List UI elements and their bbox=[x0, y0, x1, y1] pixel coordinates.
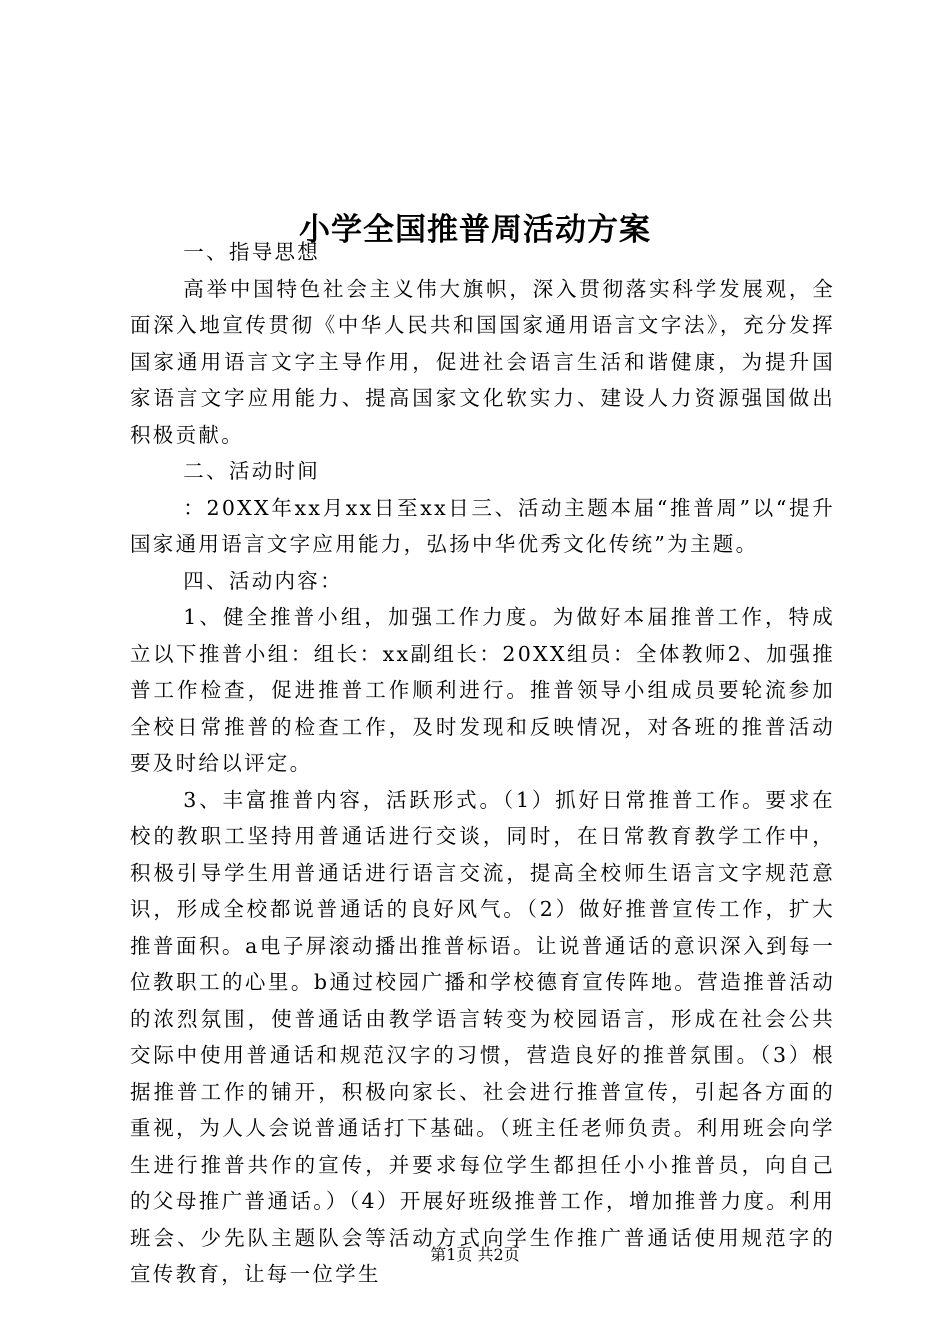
section-heading: 一、指导思想 bbox=[183, 240, 321, 264]
paragraph: ：20XX年xx月xx日至xx日三、活动主题本届“推普周”以“提升国家通用语言文字应用能力，弘扬中华优秀文化传统”为主题。 bbox=[130, 495, 835, 556]
paragraph: 3、丰富推普内容，活跃形式。（1）抓好日常推普工作。要求在校的教职工坚持用普通话进行交谈，同时，在日常教育教学工作中，积极引导学生用普通话进行语言交流，提高全校师生语言文字规范意识，形成全校都说普通话的良好风气。（2）做好推普宣传工作，扩大推普面积。a电子屏滚动播出推普标语。让说普通话的意识深入到每一位教职工的心里。b通过校园广播和学校德育宣传阵地。营造推普活动的浓烈氛围，使普通话由教学语言转变为校园语言，形成在社会公共交际中使用普通话和规范汉字的习惯，营造良好的推普氛围。（3）根据推普工作的铺开，积极向家长、社会进行推普宣传，引起各方面的重视，为人人会说普通话打下基础。（班主任老师负责。利用班会向学生进行推普共作的宣传，并要求每位学生都担任小小推普员，向自己的父母推广普通话。）（4）开展好班级推普工作，增加推普力度。利用班会、少先队主题队会等活动方式向学生作推广普通话使用规范字的宣传教育，让每一位学生 bbox=[130, 787, 835, 1286]
document-title: 小学全国推普周活动方案 bbox=[299, 211, 651, 248]
page-footer: 第1页 共2页 bbox=[430, 1245, 520, 1264]
paragraph: 高举中国特色社会主义伟大旗帜，深入贯彻落实科学发展观，全面深入地宣传贯彻《中华人民共和国国家通用语言文字法》，充分发挥国家通用语言文字主导作用，促进社会语言生活和谐健康，为提升国家语言文字应用能力、提高国家文化软实力、建设人力资源强国做出积极贡献。 bbox=[130, 276, 835, 447]
section-heading: 二、活动时间 bbox=[183, 459, 321, 483]
paragraph: 1、健全推普小组，加强工作力度。为做好本届推普工作，特成立以下推普小组：组长：xx副组长：20XX组员：全体教师2、加强推普工作检查，促进推普工作顺利进行。推普领导小组成员要轮流参加全校日常推普的检查工作，及时发现和反映情况，对各班的推普活动要及时给以评定。 bbox=[130, 605, 835, 775]
document-body bbox=[130, 234, 835, 1293]
section-heading: 四、活动内容： bbox=[183, 568, 343, 593]
